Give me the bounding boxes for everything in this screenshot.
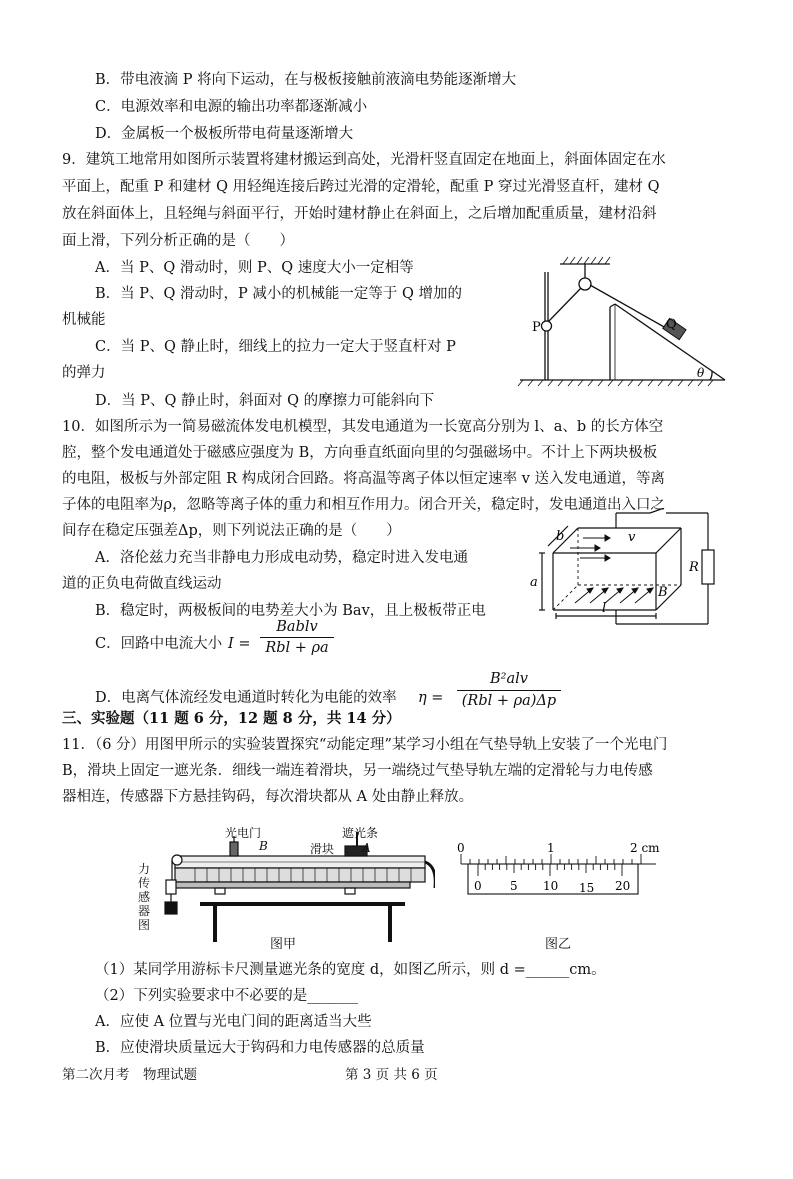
vernier-main-0: 0 (457, 841, 465, 855)
q9-stem-4: 面上滑，下列分析正确的是（ ） (62, 233, 294, 249)
q10-label-a: a (530, 575, 538, 590)
q11-stem-2: B，滑块上固定一遮光条．细线一端连着滑块，另一端绕过气垫导轨左端的定滑轮与力电传感 (62, 763, 653, 779)
q10-mhd-generator-figure (520, 508, 725, 633)
q10-stem-5: 间存在稳定压强差Δp，则下列说法正确的是（ ） (62, 523, 401, 539)
q10-label-b-width: b (556, 529, 565, 544)
vernier-main-1: 1 (547, 841, 555, 855)
q10-option-d-numerator: B²alv (490, 671, 528, 687)
footer-page-number: 第 3 页 共 6 页 (345, 1067, 438, 1083)
q9-stem-2: 平面上，配重 P 和建材 Q 用轻绳连接后跨过光滑的定滑轮，配重 P 穿过光滑竖直杆，建材 Q (62, 179, 660, 195)
footer-exam-title: 第二次月考 物理试题 (62, 1067, 197, 1083)
q11-label-slider: 滑块 (310, 842, 335, 856)
q9-option-c: C．当 P、Q 静止时，细线上的拉力一定大于竖直杆对 P (95, 339, 456, 355)
q10-label-l: l (602, 601, 607, 616)
q11-label-b: B (259, 839, 268, 853)
q10-option-c-numerator: Bablv (276, 619, 318, 635)
q10-option-c-fraction-bar (260, 637, 334, 638)
q8-option-c: C．电源效率和电源的输出功率都逐渐减小 (95, 99, 368, 115)
vernier-scale-20: 20 (615, 879, 631, 893)
q11-stem-3: 器相连，传感器下方悬挂钩码，每次滑块都从 A 处由静止释放。 (62, 789, 474, 805)
q11-label-photogate: 光电门 (225, 826, 262, 840)
q11-label-a: A (362, 841, 371, 855)
q10-stem-1: 10．如图所示为一简易磁流体发电机模型，其发电通道为一长宽高分别为 l、a、b 的长方体空 (62, 419, 664, 435)
q9-option-b-cont: 机械能 (62, 312, 106, 328)
q10-option-d-lhs: η = (418, 690, 444, 706)
q11-label-shade: 遮光条 (342, 826, 379, 840)
q8-option-b: B．带电液滴 P 将向下运动，在与极板接触前液滴电势能逐渐增大 (95, 72, 517, 88)
q9-option-c-cont: 的弹力 (62, 365, 106, 381)
q11-label-sensor: 力 传 感 器 图 (138, 862, 151, 932)
q9-stem-3: 放在斜面体上，且轻绳与斜面平行，开始时建材静止在斜面上，之后增加配重质量，建材沿斜 (62, 206, 657, 222)
q9-option-b: B．当 P、Q 滑动时，P 减小的机械能一定等于 Q 增加的 (95, 286, 462, 302)
q11-subquestion-1: （1）某同学用游标卡尺测量遮光条的宽度 d，如图乙所示，则 d =______cm。 (95, 962, 606, 978)
q10-stem-4: 子体的电阻率为ρ，忽略等离子体的重力和相互作用力。闭合开关，稳定时，发电通道出入口之 (62, 497, 666, 513)
q10-option-d-fraction-bar (457, 690, 561, 691)
q9-option-d: D．当 P、Q 静止时，斜面对 Q 的摩擦力可能斜向下 (95, 393, 435, 409)
q11-stem-1: 11．（6 分）用图甲所示的实验装置探究“动能定理”某学习小组在气垫导轨上安装了一个光电门 (62, 737, 668, 753)
q10-option-c-lhs: I = (228, 636, 251, 652)
q9-label-theta: θ (697, 366, 705, 380)
q8-option-d: D．金属板一个极板所带电荷量逐渐增大 (95, 126, 354, 142)
q9-label-p: P (532, 320, 541, 335)
vernier-scale-10: 10 (543, 879, 559, 893)
q11-option-b: B．应使滑块质量远大于钩码和力电传感器的总质量 (95, 1040, 425, 1056)
q10-option-c-label: C．回路中电流大小 (95, 636, 223, 652)
q11-vernier-caliper-figure (450, 840, 670, 900)
q9-pulley-incline-figure (515, 252, 730, 387)
vernier-scale-5: 5 (510, 879, 518, 893)
q10-option-a: A．洛伦兹力充当非静电力形成电动势，稳定时进入发电通 (95, 550, 468, 566)
vernier-scale-0: 0 (474, 879, 482, 893)
q10-label-b-field: B (658, 585, 668, 600)
q10-option-a-cont: 道的正负电荷做直线运动 (62, 576, 222, 592)
q10-label-r: R (689, 560, 699, 575)
q10-stem-2: 腔，整个发电通道处于磁感应强度为 B，方向垂直纸面向里的匀强磁场中。不计上下两块极板 (62, 445, 658, 461)
q11-caption-figure-a: 图甲 (270, 937, 297, 952)
q11-caption-figure-b: 图乙 (545, 937, 572, 952)
vernier-main-2cm: 2 cm (630, 841, 660, 855)
q10-stem-3: 的电阻，极板与外部定阻 R 构成闭合回路。将高温等离子体以恒定速率 v 送入发电通道，等离 (62, 471, 666, 487)
section-3-title: 三、实验题（11 题 6 分，12 题 8 分，共 14 分） (62, 710, 401, 727)
q9-stem-1: 9．建筑工地常用如图所示装置将建材搬运到高处，光滑杆竖直固定在地面上，斜面体固定在水 (62, 152, 666, 168)
q11-option-a: A．应使 A 位置与光电门间的距离适当大些 (95, 1014, 372, 1030)
q10-option-d-denominator: (Rbl + ρa)Δp (461, 693, 557, 709)
vernier-scale-15: 15 (579, 881, 595, 895)
q9-option-a: A．当 P、Q 滑动时，则 P、Q 速度大小一定相等 (95, 260, 414, 276)
q10-label-v: v (628, 530, 636, 545)
q10-option-b: B．稳定时，两极板间的电势差大小为 Bav，且上极板带正电 (95, 603, 486, 619)
q10-option-d-label: D．电离气体流经发电通道时转化为电能的效率 (95, 690, 397, 706)
q10-option-c-denominator: Rbl + ρa (265, 640, 329, 656)
q11-subquestion-2: （2）下列实验要求中不必要的是_______ (95, 988, 358, 1004)
q9-label-q: Q (666, 317, 677, 332)
